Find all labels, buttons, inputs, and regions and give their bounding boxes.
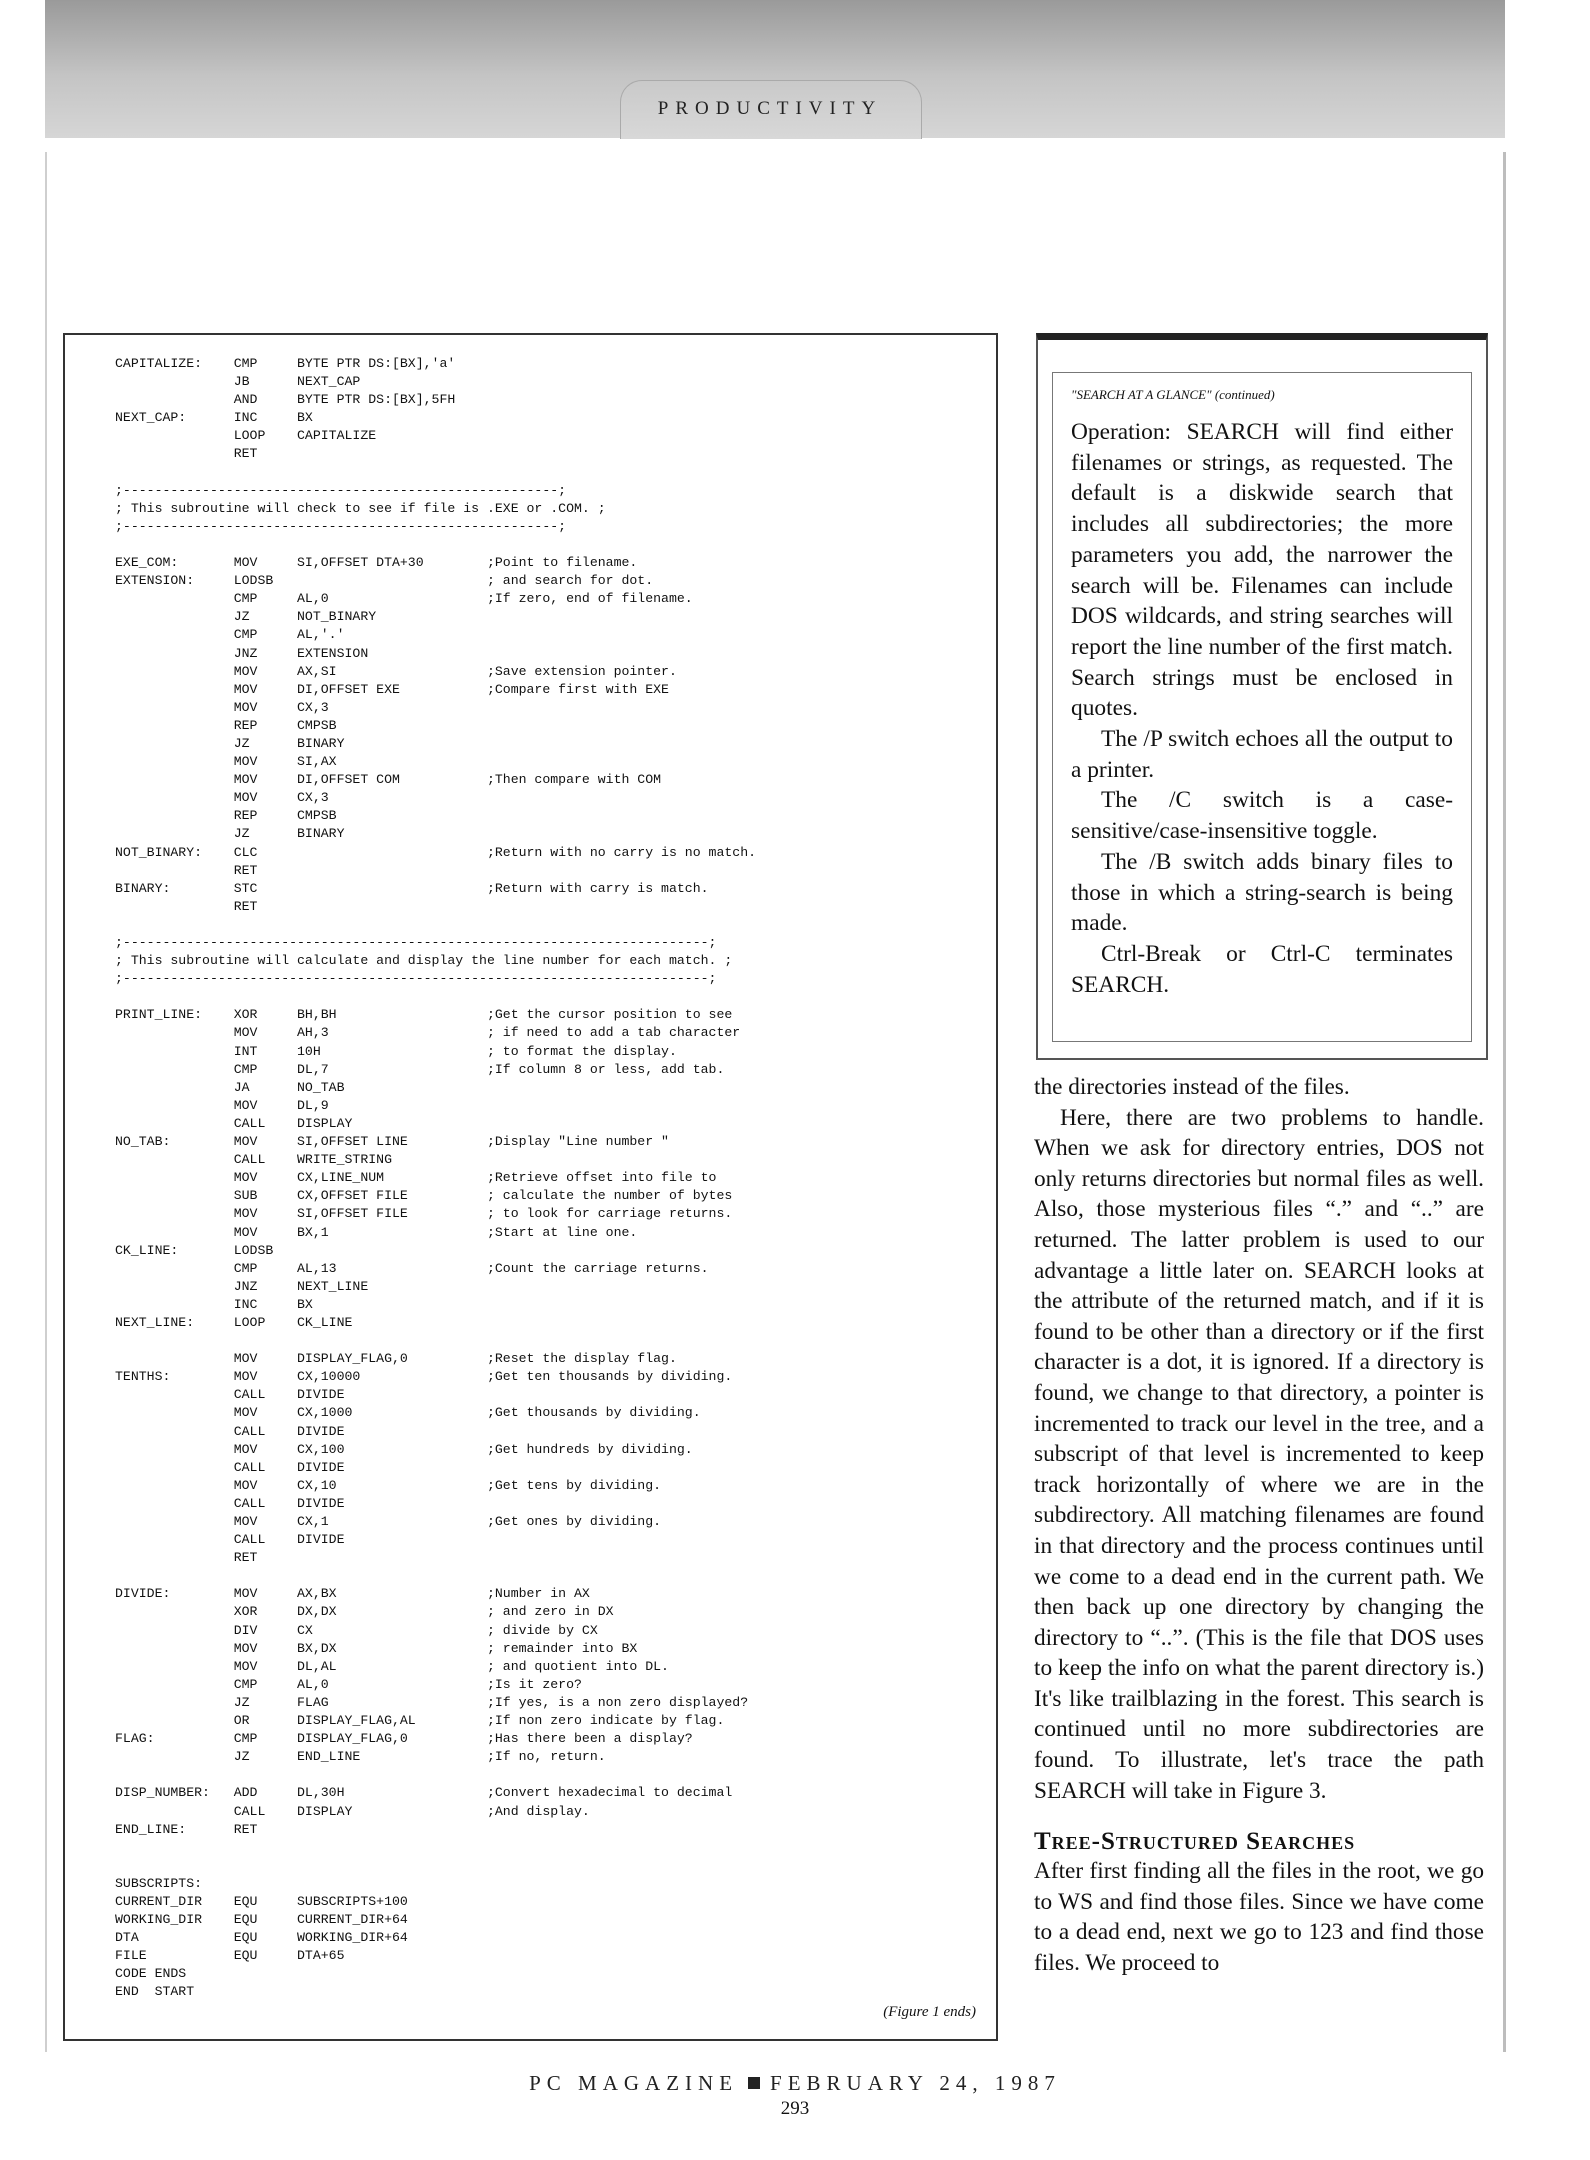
code-line: MOV DISPLAY_FLAG,0 ;Reset the display flag. (115, 1351, 677, 1367)
code-line: JZ FLAG ;If yes, is a non zero displayed? (115, 1694, 749, 1710)
code-line: ;--------------------------------------------------------------------------; (115, 935, 717, 950)
sidebar-inner (1052, 372, 1472, 1042)
code-line: NOT_BINARY: CLC ;Return with no carry is no match. (115, 844, 757, 860)
code-line: CURRENT_DIR EQU SUBSCRIPTS+100 (115, 1893, 408, 1909)
code-line: CMP DL,7 ;If column 8 or less, add tab. (115, 1061, 725, 1077)
code-line (115, 1567, 756, 1585)
code-line: MOV BX,DX ; remainder into BX (115, 1640, 638, 1656)
sidebar-paragraph: The /P switch echoes all the output to a printer. (1071, 726, 1453, 783)
code-line (115, 988, 756, 1006)
code-line: SUBSCRIPTS: (115, 1875, 203, 1891)
code-line: MOV SI,OFFSET FILE ; to look for carriage returns. (115, 1206, 733, 1222)
code-line: CMP AL,13 ;Count the carriage returns. (115, 1260, 709, 1276)
sidebar-paragraph: The /B switch adds binary files to those in which a string-search is being made. (1071, 848, 1453, 937)
code-line: JNZ NEXT_LINE (115, 1278, 369, 1294)
code-line: NEXT_LINE: LOOP CK_LINE (115, 1314, 353, 1330)
page-left-edge (45, 152, 47, 2052)
code-line (115, 1332, 756, 1350)
sidebar-heading: "SEARCH AT A GLANCE" (continued) (1071, 387, 1275, 402)
code-line (115, 916, 756, 934)
code-line: MOV DI,OFFSET COM ;Then compare with COM (115, 772, 662, 788)
code-line: CMP AL,'.' (115, 627, 345, 643)
code-line: END START (115, 1984, 195, 2000)
code-line: OR DISPLAY_FLAG,AL ;If non zero indicate by flag. (115, 1713, 725, 1729)
code-line: MOV DI,OFFSET EXE ;Compare first with EXE (115, 681, 669, 697)
code-line: CODE ENDS (115, 1966, 187, 1982)
code-line: DIVIDE: MOV AX,BX ;Number in AX (115, 1586, 590, 1602)
code-line: MOV CX,3 (115, 790, 329, 806)
code-line: JA NO_TAB (115, 1079, 345, 1095)
code-line: ;-------------------------------------------------------; (115, 518, 567, 534)
code-line: INT 10H ; to format the display. (115, 1043, 677, 1059)
code-line: CALL DIVIDE (115, 1387, 345, 1403)
issue-date: FEBRUARY 24, 1987 (770, 2071, 1061, 2095)
code-line (115, 1766, 756, 1784)
code-line: JZ BINARY (115, 826, 345, 842)
page-footer (0, 2071, 1590, 2096)
code-line: SUB CX,OFFSET FILE ; calculate the number of bytes (115, 1188, 733, 1204)
code-line: NO_TAB: MOV SI,OFFSET LINE ;Display "Line number " (115, 1134, 669, 1150)
page-right-edge (1503, 152, 1506, 2052)
code-line: PRINT_LINE: XOR BH,BH ;Get the cursor position to see (115, 1007, 733, 1023)
section-heading: Tree-Structured Searches (1034, 1828, 1356, 1856)
code-line: JB NEXT_CAP (115, 374, 361, 390)
code-line: LOOP CAPITALIZE (115, 428, 377, 444)
code-line: CK_LINE: LODSB (115, 1242, 274, 1258)
code-line: TENTHS: MOV CX,10000 ;Get ten thousands by dividing. (115, 1369, 733, 1385)
code-line: ;--------------------------------------------------------------------------; (115, 971, 717, 987)
code-line: ;-------------------------------------------------------; (115, 482, 567, 498)
code-line: FLAG: CMP DISPLAY_FLAG,0 ;Has there been a display? (115, 1731, 693, 1747)
sidebar-box (1036, 333, 1488, 1060)
code-line: WORKING_DIR EQU CURRENT_DIR+64 (115, 1912, 408, 1928)
article-paragraph: Here, there are two problems to handle. When we ask for directory entries, DOS not only returns directories but normal files as well. Also, those mysterious files “.” and “..” are returned. The latter problem is used to our advantage a little later on. SEARCH looks at the attribute of the returned match, and if it is found to be other than a directory or if the first character is a dot, it is ignored. If a directory is found, we change to that directory, a pointer is incremented to track our level in the tree, and a subscript of that level is incremented to keep track horizontally of where we are in the subdirectory. All matching filenames are found in that directory and the process continues until we come to a dead end in the current path. We then back up one directory by changing the directory to “..”. (This is the file that DOS uses to keep the info on what the parent directory is.) It's like trailblazing in the forest. This search is continued until no more subdirectories are found. To illustrate, let's trace the path SEARCH will take in Figure 3. (1034, 1104, 1484, 1804)
code-line: RET (115, 1550, 258, 1566)
code-line: ; This subroutine will check to see if file is .EXE or .COM. ; (115, 500, 606, 516)
code-line (115, 464, 756, 482)
sidebar-paragraph: Ctrl-Break or Ctrl-C terminates SEARCH. (1071, 940, 1453, 998)
code-line: JZ BINARY (115, 735, 345, 751)
code-line: CMP AL,0 ;If zero, end of filename. (115, 591, 693, 607)
code-line: INC BX (115, 1296, 313, 1312)
code-line: MOV CX,1000 ;Get thousands by dividing. (115, 1405, 701, 1421)
code-line: NEXT_CAP: INC BX (115, 410, 313, 426)
code-line: CALL DISPLAY ;And display. (115, 1803, 590, 1819)
section-label: PRODUCTIVITY (657, 98, 883, 119)
code-line: XOR DX,DX ; and zero in DX (115, 1604, 614, 1620)
code-line: EXE_COM: MOV SI,OFFSET DTA+30 ;Point to filename. (115, 555, 638, 571)
article-paragraph: the directories instead of the files. (1034, 1074, 1350, 1100)
code-line: AND BYTE PTR DS:[BX],5FH (115, 392, 456, 408)
code-line: CALL DIVIDE (115, 1423, 345, 1439)
code-line: CALL DIVIDE (115, 1495, 345, 1511)
code-line: MOV CX,10 ;Get tens by dividing. (115, 1477, 662, 1493)
code-line (115, 1839, 756, 1857)
code-line: REP CMPSB (115, 808, 337, 824)
code-line: FILE EQU DTA+65 (115, 1948, 345, 1964)
code-line: END_LINE: RET (115, 1821, 258, 1837)
code-line: EXTENSION: LODSB ; and search for dot. (115, 573, 654, 589)
code-line: DTA EQU WORKING_DIR+64 (115, 1930, 408, 1946)
code-listing (115, 355, 756, 2002)
code-line: JZ NOT_BINARY (115, 609, 377, 625)
article-column (1034, 1072, 1484, 1979)
code-line: MOV AH,3 ; if need to add a tab character (115, 1025, 741, 1041)
code-line: JNZ EXTENSION (115, 645, 369, 661)
sidebar-paragraph: The /C switch is a case-sensitive/case-insensitive toggle. (1071, 787, 1453, 845)
magazine-name: PC MAGAZINE (529, 2071, 739, 2095)
code-line: CALL DIVIDE (115, 1532, 345, 1548)
code-line: MOV SI,AX (115, 754, 337, 770)
article-paragraph: After first finding all the files in the root, we go to WS and find those files. Since we have come to a dead end, next we go to 123 and find those files. We proceed to (1034, 1858, 1484, 1977)
footer-bullet-icon (748, 2077, 760, 2089)
code-line: MOV CX,100 ;Get hundreds by dividing. (115, 1441, 693, 1457)
code-line: CMP AL,0 ;Is it zero? (115, 1676, 582, 1692)
code-line: MOV AX,SI ;Save extension pointer. (115, 663, 677, 679)
code-line: RET (115, 862, 258, 878)
code-line: CALL DISPLAY (115, 1115, 353, 1131)
code-line: RET (115, 446, 258, 462)
code-line: MOV CX,3 (115, 699, 329, 715)
code-line: MOV CX,LINE_NUM ;Retrieve offset into file to (115, 1170, 717, 1186)
sidebar-paragraph: Operation: SEARCH will find either filenames or strings, as requested. The default is a diskwide search that includes all subdirectories; the more parameters you add, the narrower the search will be. Filenames can include DOS wildcards, and string searches will report the line number of the first match. Search strings must be enclosed in quotes. (1071, 419, 1453, 722)
code-line: MOV BX,1 ;Start at line one. (115, 1224, 638, 1240)
code-listing-figure (63, 333, 998, 2041)
code-line: REP CMPSB (115, 717, 337, 733)
code-line: DIV CX ; divide by CX (115, 1622, 598, 1638)
figure-end-caption: (Figure 1 ends) (883, 2004, 976, 2020)
code-line: CALL WRITE_STRING (115, 1152, 392, 1168)
code-line (115, 1857, 756, 1875)
code-line: DISP_NUMBER: ADD DL,30H ;Convert hexadecimal to decimal (115, 1785, 733, 1801)
code-line: MOV CX,1 ;Get ones by dividing. (115, 1514, 662, 1529)
code-line: ; This subroutine will calculate and display the line number for each match. ; (115, 953, 733, 969)
code-line: CALL DIVIDE (115, 1459, 345, 1475)
page-number: 293 (780, 2098, 810, 2119)
code-line: MOV DL,9 (115, 1097, 329, 1113)
code-line: CAPITALIZE: CMP BYTE PTR DS:[BX],'a' (115, 356, 456, 371)
code-line: BINARY: STC ;Return with carry is match. (115, 880, 709, 896)
code-line: MOV DL,AL ; and quotient into DL. (115, 1658, 669, 1674)
code-line (115, 536, 756, 554)
code-line: RET (115, 898, 258, 914)
code-line: JZ END_LINE ;If no, return. (115, 1749, 606, 1765)
